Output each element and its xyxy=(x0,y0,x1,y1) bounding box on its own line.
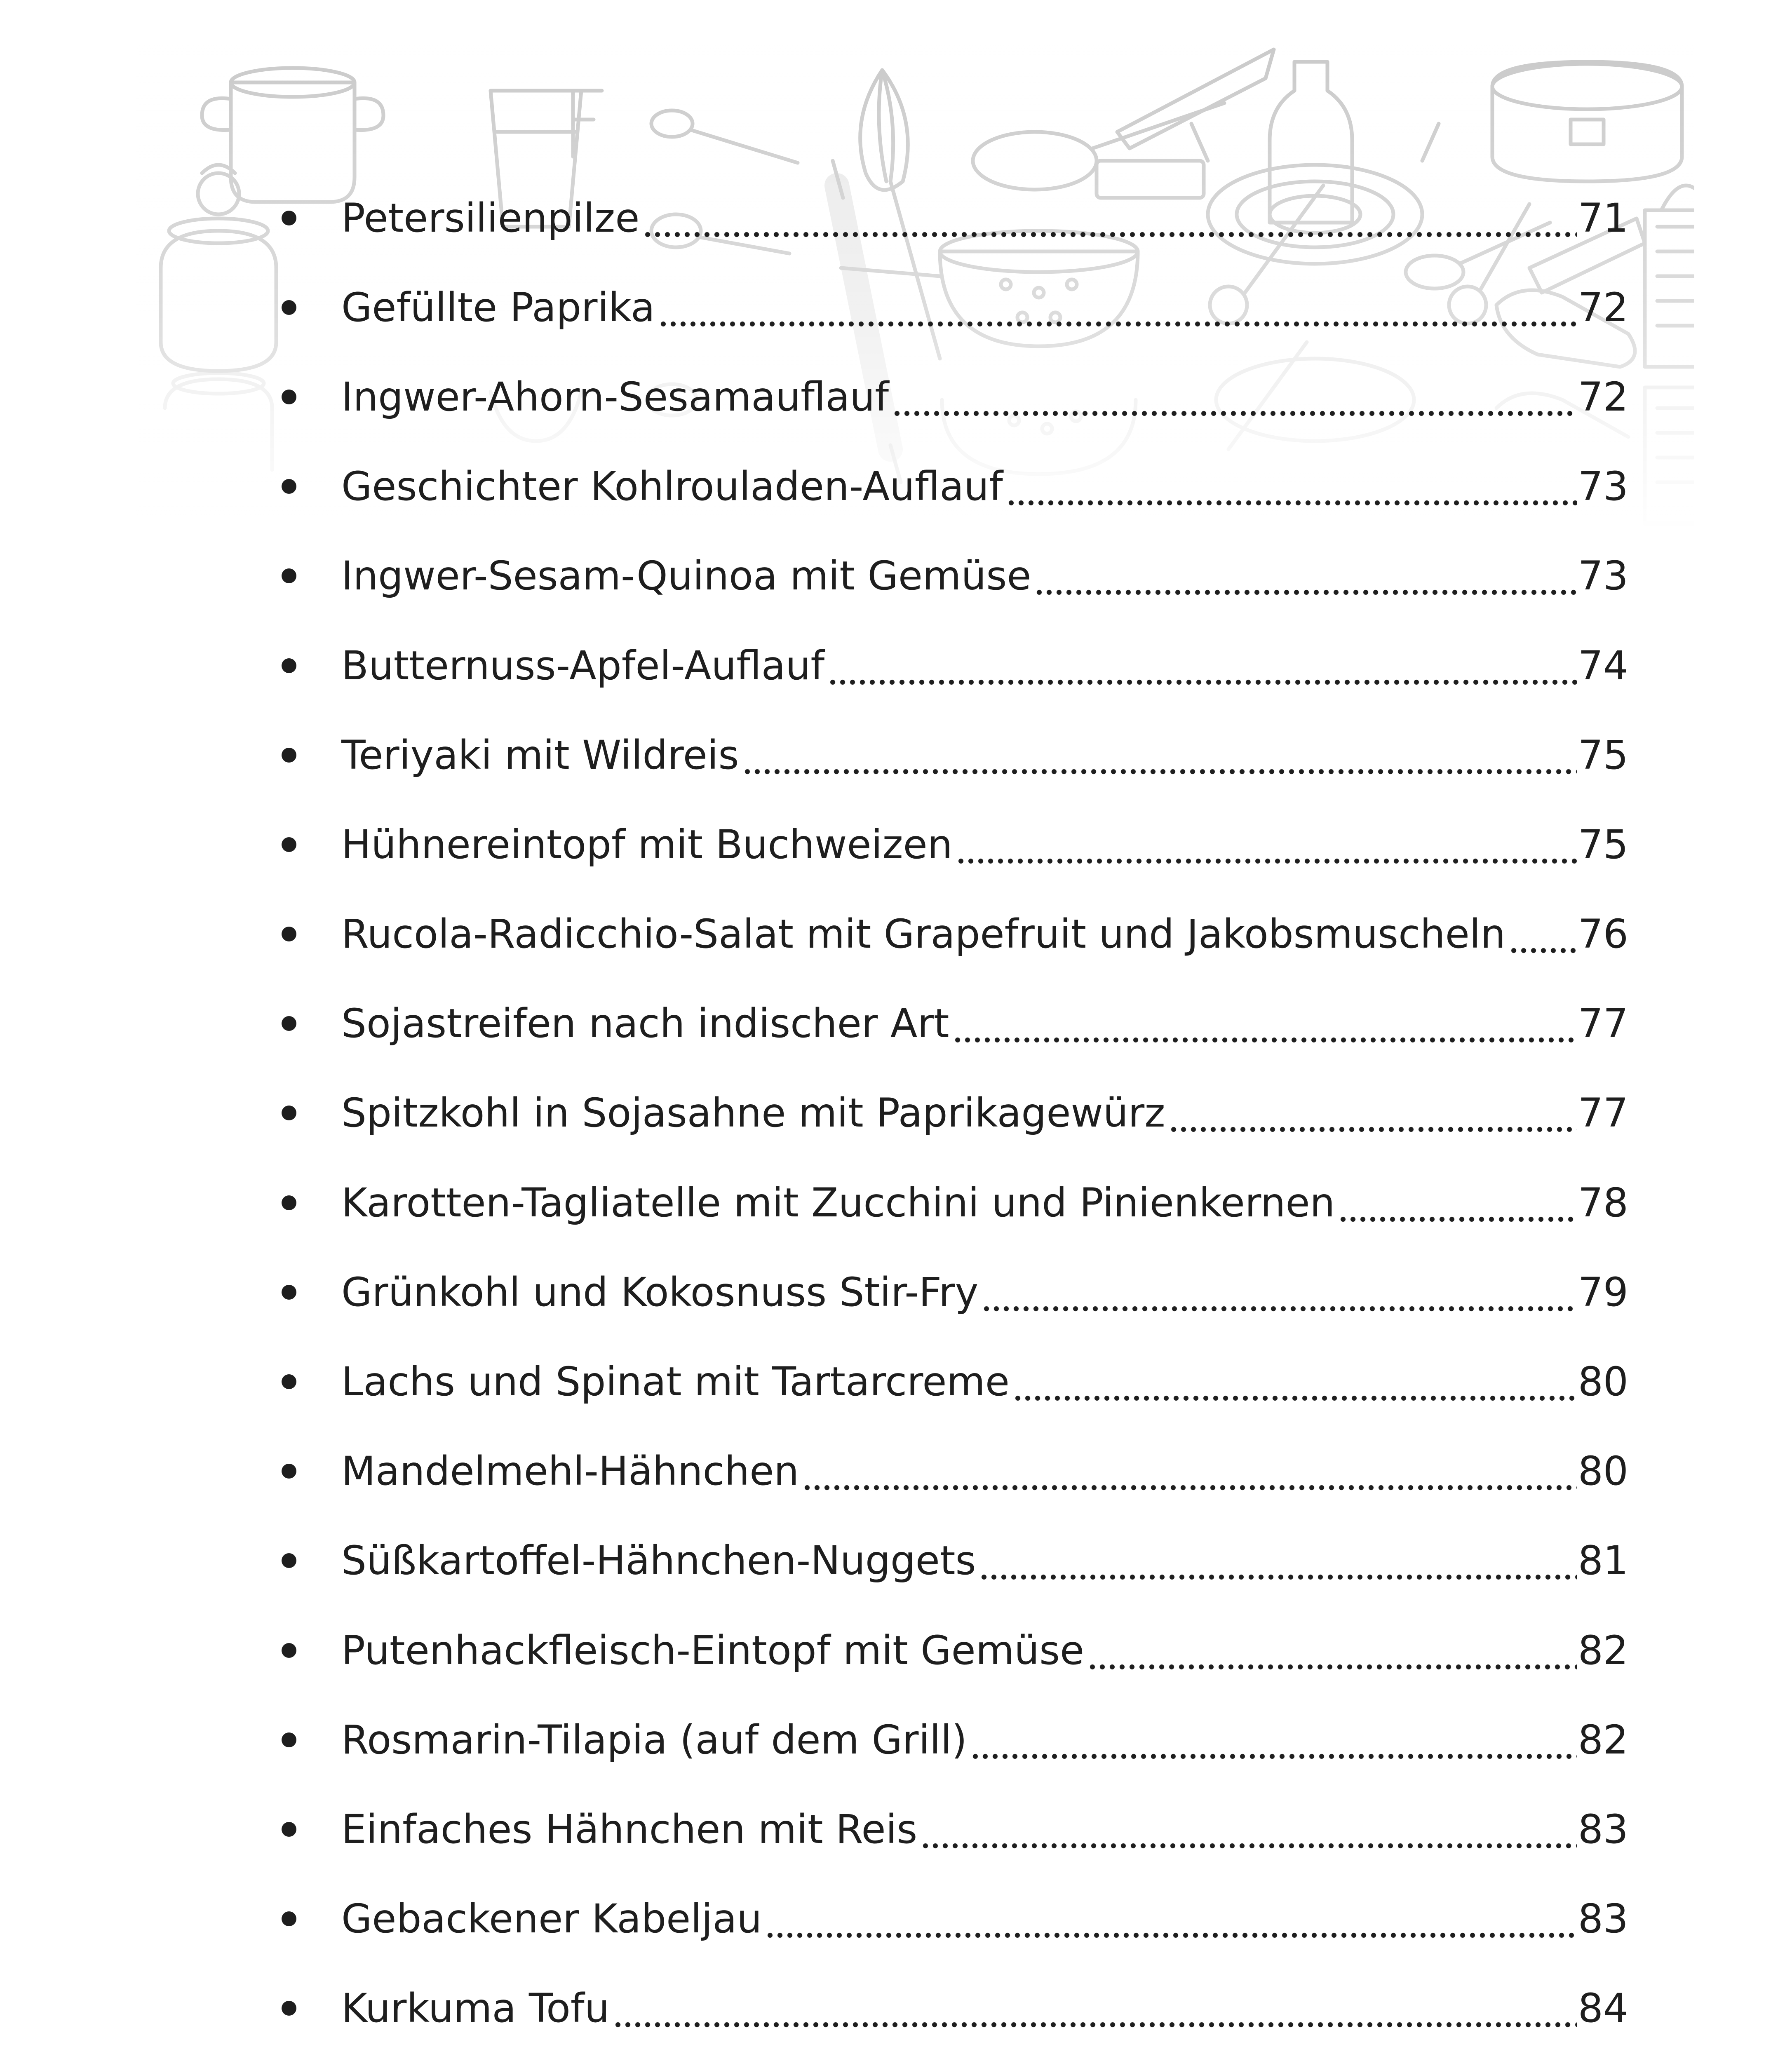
toc-entry-page-number: 72 xyxy=(1578,373,1628,420)
toc-entry[interactable] xyxy=(272,2053,1628,2061)
toc-entry[interactable] xyxy=(272,1606,1628,1695)
bullet-icon xyxy=(282,211,296,225)
bullet-icon xyxy=(282,1464,296,1479)
toc-entry-page-number: 76 xyxy=(1578,911,1628,958)
toc-entry-row xyxy=(341,442,1628,531)
toc-entry-page-number: 77 xyxy=(1578,1000,1628,1047)
toc-entry-title: Teriyaki mit Wildreis xyxy=(341,732,739,778)
toc-entry[interactable] xyxy=(272,173,1628,263)
toc-entry-title: Lachs und Spinat mit Tartarcreme xyxy=(341,1359,1010,1405)
toc-entry-row xyxy=(341,1247,1628,1337)
toc-entry-page-number: 71 xyxy=(1578,195,1628,241)
toc-entry-row xyxy=(341,1964,1628,2053)
bullet-icon xyxy=(282,1016,296,1031)
toc-entry[interactable] xyxy=(272,1247,1628,1337)
toc-entry-row xyxy=(341,1874,1628,1964)
dot-leader xyxy=(953,1004,1577,1043)
toc-entry-title: Gefüllte Paprika xyxy=(341,284,655,331)
bullet-icon xyxy=(282,658,296,673)
toc-entry-title: Süßkartoffel-Hähnchen-Nuggets xyxy=(341,1538,976,1584)
toc-entry[interactable] xyxy=(272,1427,1628,1516)
toc-entry-title: Rucola-Radicchio-Salat mit Grapefruit und Jakobsmuscheln xyxy=(341,911,1506,958)
dot-leader xyxy=(742,735,1577,775)
dot-leader xyxy=(1338,1183,1577,1223)
toc-entry-page-number: 83 xyxy=(1578,1896,1628,1942)
dot-leader xyxy=(956,825,1577,864)
toc-entry-row xyxy=(341,1784,1628,1874)
toc-entry-title: Ingwer-Sesam-Quinoa mit Gemüse xyxy=(341,553,1031,599)
bullet-icon xyxy=(282,837,296,852)
toc-entry-row xyxy=(341,1516,1628,1606)
toc-entry[interactable] xyxy=(272,1964,1628,2053)
dot-leader xyxy=(970,1720,1577,1760)
toc-entry-row xyxy=(341,979,1628,1068)
toc-entry-title: Karotten-Tagliatelle mit Zucchini und Pinienkernen xyxy=(341,1179,1335,1226)
toc-entry[interactable] xyxy=(272,1874,1628,1964)
toc-entry[interactable] xyxy=(272,1784,1628,1874)
toc-entry-page-number: 82 xyxy=(1578,1716,1628,1763)
toc-entry-page-number: 73 xyxy=(1578,553,1628,599)
toc-entry-page-number: 75 xyxy=(1578,732,1628,778)
dot-leader xyxy=(1169,1093,1577,1133)
toc-entry-page-number: 73 xyxy=(1578,463,1628,510)
dot-leader xyxy=(921,1810,1577,1849)
toc-entry-row xyxy=(341,890,1628,979)
bullet-icon xyxy=(282,1822,296,1837)
bullet-icon xyxy=(282,748,296,763)
toc-entry-row xyxy=(341,1695,1628,1784)
bullet-icon xyxy=(282,927,296,941)
toc-entry[interactable] xyxy=(272,531,1628,621)
dot-leader xyxy=(1087,1631,1577,1670)
toc-entry[interactable] xyxy=(272,800,1628,889)
toc-entry[interactable] xyxy=(272,621,1628,710)
bullet-icon xyxy=(282,2001,296,2016)
toc-entry-row xyxy=(341,263,1628,352)
toc-entry-title: Hühnereintopf mit Buchweizen xyxy=(341,821,953,868)
toc-entry-page-number: 78 xyxy=(1578,1179,1628,1226)
bullet-icon xyxy=(282,300,296,315)
toc-entry[interactable] xyxy=(272,263,1628,352)
toc-entry-page-number: 77 xyxy=(1578,1090,1628,1136)
table-of-contents xyxy=(272,173,1628,2061)
bullet-icon xyxy=(282,1911,296,1926)
toc-entry-row xyxy=(341,2053,1628,2061)
dot-leader xyxy=(1006,467,1577,506)
toc-entry-page-number: 79 xyxy=(1578,1269,1628,1315)
dot-leader xyxy=(643,198,1577,238)
toc-entry-title: Butternuss-Apfel-Auflauf xyxy=(341,642,825,689)
toc-entry-row xyxy=(341,1158,1628,1247)
toc-entry-title: Rosmarin-Tilapia (auf dem Grill) xyxy=(341,1716,967,1763)
bullet-icon xyxy=(282,1732,296,1747)
dot-leader xyxy=(765,1899,1577,1939)
toc-entry-row xyxy=(341,621,1628,710)
dot-leader xyxy=(802,1451,1577,1491)
dot-leader xyxy=(1013,1362,1577,1401)
toc-entry-page-number: 72 xyxy=(1578,284,1628,331)
toc-entry-title: Putenhackfleisch-Eintopf mit Gemüse xyxy=(341,1627,1085,1674)
toc-entry-row xyxy=(341,800,1628,889)
toc-entry-title: Kurkuma Tofu xyxy=(341,1985,610,2032)
bullet-icon xyxy=(282,1374,296,1389)
toc-entry-page-number: 80 xyxy=(1578,1448,1628,1495)
toc-entry[interactable] xyxy=(272,1068,1628,1158)
toc-entry-row xyxy=(341,1606,1628,1695)
toc-entry[interactable] xyxy=(272,890,1628,979)
bullet-icon xyxy=(282,1643,296,1658)
toc-entry-page-number: 81 xyxy=(1578,1538,1628,1584)
dot-leader xyxy=(828,646,1577,685)
toc-entry[interactable] xyxy=(272,1158,1628,1247)
dot-leader xyxy=(658,288,1577,327)
dot-leader xyxy=(979,1541,1577,1580)
toc-entry-row xyxy=(341,1427,1628,1516)
toc-entry-row xyxy=(341,1337,1628,1426)
bullet-icon xyxy=(282,1285,296,1300)
toc-entry-row xyxy=(341,531,1628,621)
toc-entry-row xyxy=(341,710,1628,800)
toc-entry[interactable] xyxy=(272,352,1628,441)
dot-leader xyxy=(982,1272,1577,1312)
toc-entry-page-number: 80 xyxy=(1578,1359,1628,1405)
toc-entry-row xyxy=(341,173,1628,263)
toc-entry-page-number: 82 xyxy=(1578,1627,1628,1674)
toc-entry-page-number: 74 xyxy=(1578,642,1628,689)
dot-leader xyxy=(1509,914,1577,954)
toc-entry[interactable] xyxy=(272,979,1628,1068)
toc-entry[interactable] xyxy=(272,442,1628,531)
toc-entry-title: Mandelmehl-Hähnchen xyxy=(341,1448,799,1495)
dot-leader xyxy=(613,1988,1577,2028)
toc-entry-title: Einfaches Hähnchen mit Reis xyxy=(341,1806,918,1852)
bullet-icon xyxy=(282,479,296,494)
bullet-icon xyxy=(282,390,296,404)
toc-entry-title: Petersilienpilze xyxy=(341,195,640,241)
toc-entry-page-number: 83 xyxy=(1578,1806,1628,1852)
toc-entry-title: Gebackener Kabeljau xyxy=(341,1896,762,1942)
toc-entry-row xyxy=(341,1068,1628,1158)
toc-entry-title: Ingwer-Ahorn-Sesamauflauf xyxy=(341,373,889,420)
toc-entry-title: Grünkohl und Kokosnuss Stir-Fry xyxy=(341,1269,979,1315)
toc-entry[interactable] xyxy=(272,1337,1628,1426)
toc-entry-page-number: 84 xyxy=(1578,1985,1628,2032)
toc-entry[interactable] xyxy=(272,710,1628,800)
toc-entry-title: Sojastreifen nach indischer Art xyxy=(341,1000,949,1047)
bullet-icon xyxy=(282,1553,296,1568)
toc-entry-title: Geschichter Kohlrouladen-Auflauf xyxy=(341,463,1003,510)
bullet-icon xyxy=(282,1106,296,1120)
toc-entry-title: Spitzkohl in Sojasahne mit Paprikagewürz xyxy=(341,1090,1165,1136)
toc-entry-page-number: 75 xyxy=(1578,821,1628,868)
bullet-icon xyxy=(282,568,296,583)
dot-leader xyxy=(892,377,1577,417)
toc-entry[interactable] xyxy=(272,1516,1628,1606)
dot-leader xyxy=(1034,556,1577,596)
bullet-icon xyxy=(282,1195,296,1210)
toc-entry-row xyxy=(341,352,1628,441)
toc-entry[interactable] xyxy=(272,1695,1628,1784)
